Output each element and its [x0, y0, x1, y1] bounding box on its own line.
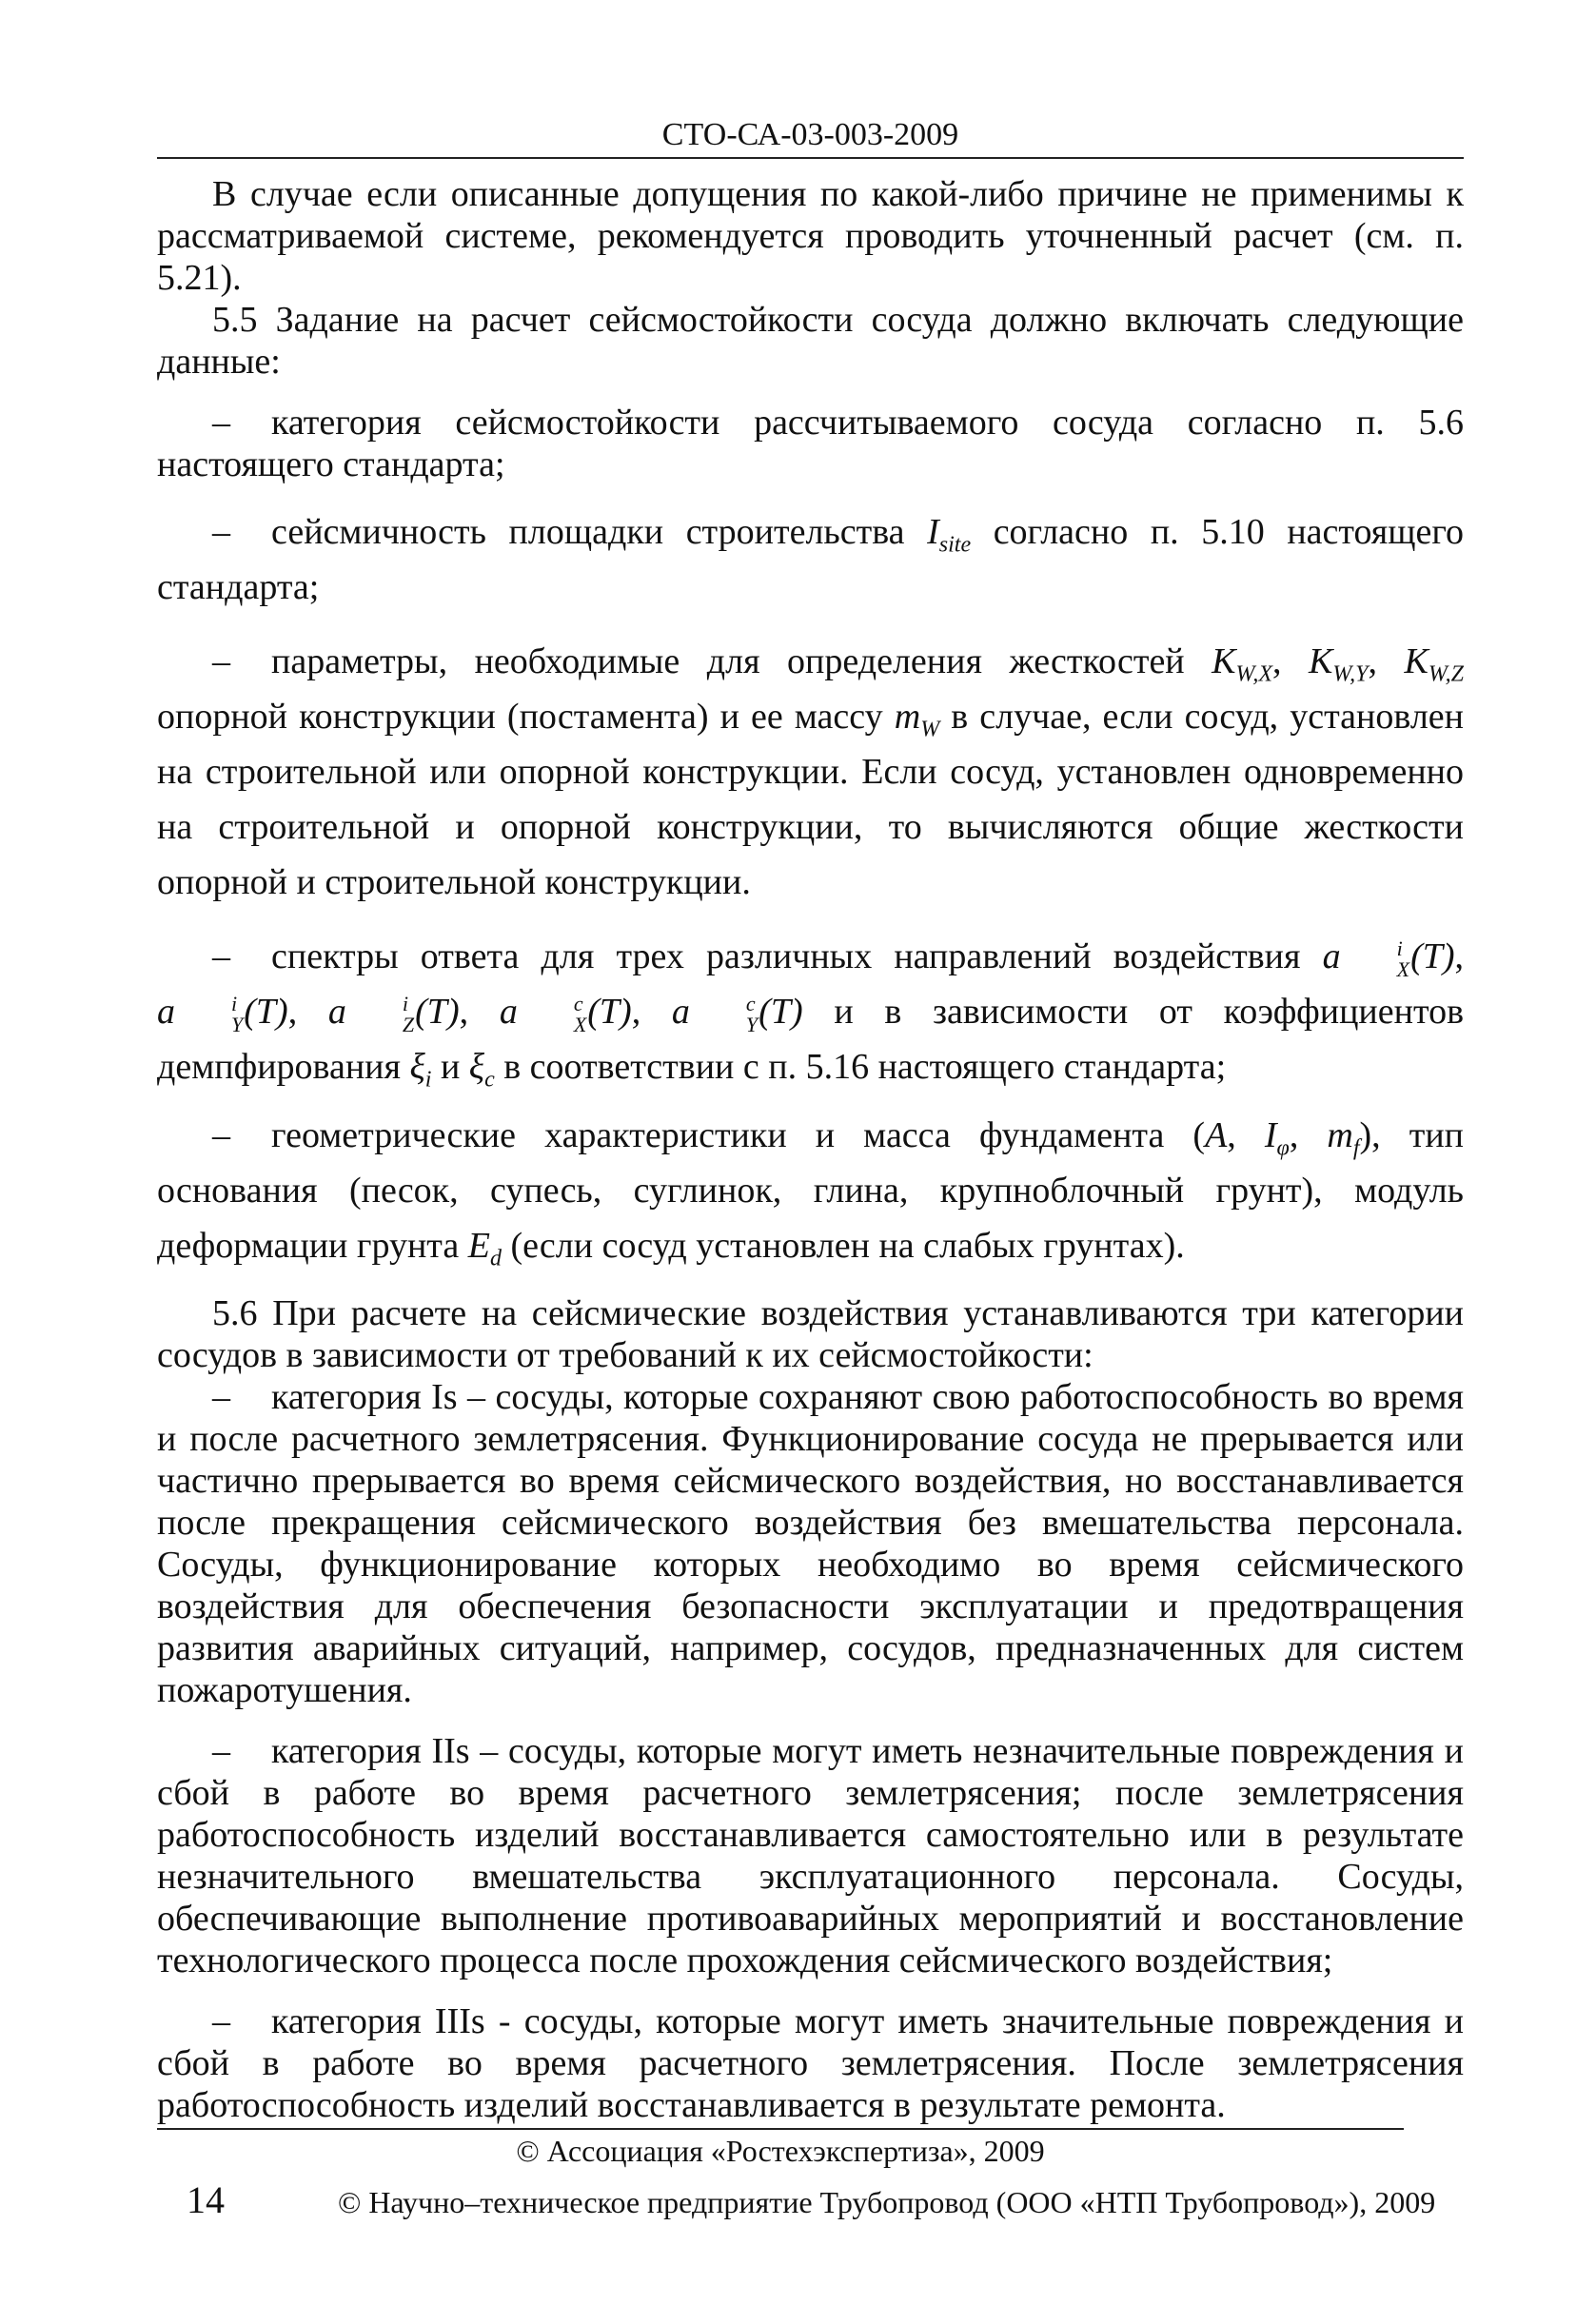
list-item-category-is [157, 1376, 1464, 1711]
list-dash: – [212, 2001, 230, 2041]
list-item-seismicity [157, 504, 1464, 615]
list-item-text: сейсмичность площадки строительства [271, 512, 905, 552]
formula-ax-c: a c X (T) [499, 992, 632, 1037]
list-dash: – [212, 641, 230, 681]
list-item-foundation: – геометрические характеристики и масса фундамента (A, $I_\varphi$, $m_f$), тип основания (песок, супесь, суглинок, глина, крупноблочный грунт), модуль деформации грунта $E_d$ (если сосуд установлен на слабых грунтах). [157, 1108, 1464, 1273]
formula-area: A [1205, 1115, 1228, 1155]
list-item-text: (если сосуд установлен на слабых грунтах). [510, 1226, 1185, 1266]
footer-copyright-association: © Ассоциация «Ростехэкспертиза», 2009 [516, 2134, 1045, 2168]
list-dash: – [212, 936, 230, 976]
formula-mf: $m_f$ [1327, 1115, 1360, 1161]
footer-copyright-enterprise: © Научно–техническое предприятие Трубопровод (ООО «НТП Трубопровод»), 2009 [338, 2185, 1436, 2219]
paragraph-5-5: 5.5 Задание на расчет сейсмостойкости сосуда должно включать следующие данные: [157, 300, 1464, 382]
list-item-text: и [440, 1047, 461, 1087]
formula-kwz: $K_{W,Z}$ [1404, 641, 1465, 687]
list-item-text: категория сейсмостойкости рассчитываемого сосуда согласно п. 5.6 настоящего стандарта; [157, 403, 1464, 484]
list-item-text: опорной конструкции (постамента) и ее массу [157, 697, 883, 737]
list-item-category [157, 402, 1464, 485]
list-item-text: категория IIIs - сосуды, которые могут иметь значительные повреждения и сбой в работе во время расчетного землетрясения. После землетрясения работоспособность изделий восстанавливается в результате ремонта. [157, 2001, 1464, 2125]
list-item-text: и в зависимости от коэффициентов демпфирования [157, 992, 1465, 1087]
list-dash: – [212, 1115, 230, 1155]
formula-kwx: $K_{W,X}$ [1212, 641, 1272, 687]
list-dash: – [212, 512, 230, 552]
list-item-text: спектры ответа для трех различных направлений воздействия [271, 936, 1301, 976]
formula-isite: $I_{site}$ [927, 512, 972, 558]
header-rule [157, 157, 1464, 159]
list-item-text: в соответствии с п. 5.16 настоящего стандарта; [503, 1047, 1227, 1087]
formula-i-phi: $I_\varphi$ [1264, 1115, 1290, 1161]
list-item-category-iis [157, 1730, 1464, 1981]
list-item-text: геометрические характеристики и масса фундамента ( [271, 1115, 1206, 1155]
formula-ay-c: a c Y (T) [671, 992, 803, 1037]
list-item-text: категория Is – сосуды, которые сохраняют свою работоспособность во время и после расчетного землетрясения. Функционирование сосуда не прерывается или частично прерывается во время сейсмического воздействия, но восстанавливается после прекращения сейсмического воздействия без вмешательства персонала. Сосуды, функционирование которых необходимо во время сейсмического воздействия для обеспечения безопасности эксплуатации и предотвращения развития аварийных ситуаций, например, сосудов, предназначенных для систем пожаротушения. [157, 1377, 1464, 1710]
list-item-text: параметры, необходимые для определения жесткостей [271, 641, 1185, 681]
footer-rule [157, 2128, 1404, 2130]
list-item-category-iiis [157, 2000, 1464, 2126]
list-item-spectra: – спектры ответа для трех различных направлений воздействия a i X (T), a i Y (T), a i Z (T), a c X (T), a c Y (T) и в зависимости от коэффициентов демпфирования $\xi_i$ и $\xi_c$ в соответствии с п. 5.16 настоящего стандарта; [157, 929, 1464, 1094]
list-item-text: категория IIs – сосуды, которые могут иметь незначительные повреждения и сбой в работе во время расчетного землетрясения; после землетрясения работоспособность изделий восстанавливается самостоятельно или в результате незначительного вмешательства эксплуатационного персонала. Сосуды, обеспечивающие выполнение противоаварийных мероприятий и восстановление технологического процесса после прохождения сейсмического воздействия; [157, 1731, 1464, 1980]
list-item-text: в случае, если сосуд, установлен на строительной или опорной конструкции. Если сосуд, установлен одновременно на строительной и опорной конструкции, то вычисляются общие жесткости опорной и строительной конструкции. [157, 697, 1464, 902]
list-item-text: ), тип основания (песок, супесь, суглинок, глина, крупноблочный грунт), модуль деформации грунта [157, 1115, 1465, 1266]
list-item-stiffness: – параметры, необходимые для определения жесткостей $K_{W,X}$, $K_{W,Y}$, $K_{W,Z}$ опорной конструкции (постамента) и ее массу $m_W$ в случае, если сосуд, установлен на строительной или опорной конструкции. Если сосуд, установлен одновременно на строительной и опорной конструкции, то вычисляются общие жесткости опорной и строительной конструкции. [157, 634, 1464, 910]
page-header: СТО-СА-03-003-2009 [661, 117, 959, 152]
list-dash: – [212, 1731, 230, 1771]
formula-kwy: $K_{W,Y}$ [1309, 641, 1369, 687]
formula-mw: $m_W$ [894, 697, 940, 742]
page-number: 14 [187, 2178, 225, 2221]
list-dash: – [212, 1377, 230, 1417]
formula-az-i: a i Z (T) [327, 992, 460, 1037]
formula-ax-i: a i X (T) [1322, 936, 1455, 982]
formula-xi-c: $\xi_c$ [468, 1047, 495, 1093]
paragraph-5-6: 5.6 При расчете на сейсмические воздействия устанавливаются три категории сосудов в зависимости от требований к их сейсмостойкости: [157, 1293, 1464, 1375]
paragraph-refined-calculation: В случае если описанные допущения по какой-либо причине не применимы к рассматриваемой системе, рекомендуется проводить уточненный расчет (см. п. 5.21). [157, 174, 1464, 298]
formula-xi-i: $\xi_i$ [409, 1047, 432, 1093]
formula-ed: $E_d$ [467, 1226, 502, 1271]
list-dash: – [212, 403, 230, 443]
formula-ay-i: a i Y (T) [157, 992, 288, 1037]
list-item-text: согласно п. 5.10 настоящего стандарта; [157, 512, 1465, 607]
page-body [157, 173, 1464, 2126]
